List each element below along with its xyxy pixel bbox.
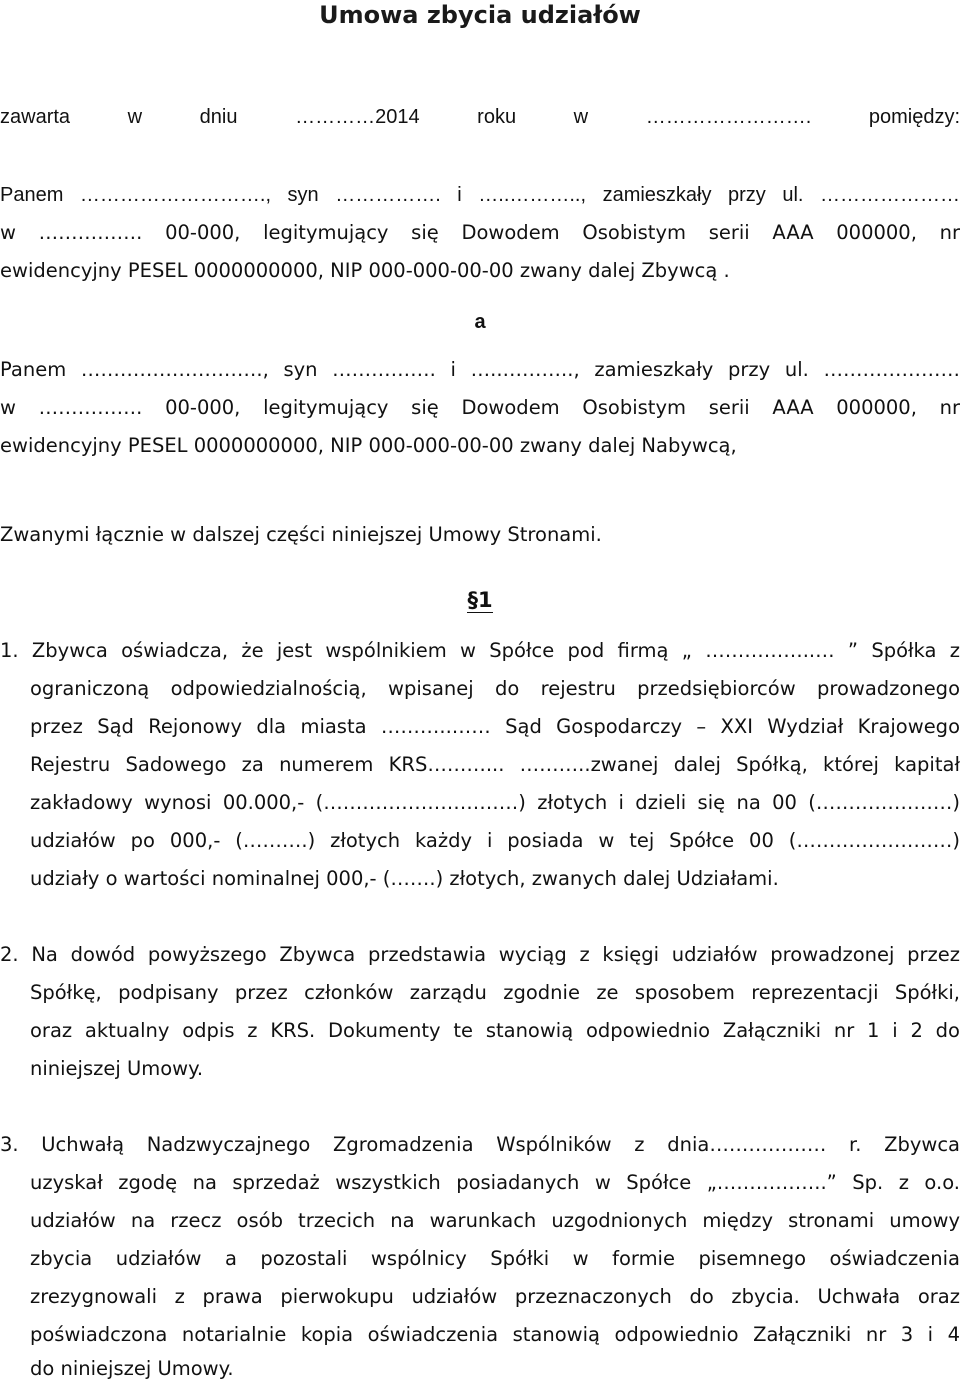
p2-line3: oraz aktualny odpis z KRS. Dokumenty te stanowią odpowiednio Załączniki nr 1 i 2 do [30, 1019, 960, 1042]
p1-line1: 1. Zbywca oświadcza, że jest wspólnikiem w Spółce pod firmą „ ……………..… ” Spółka z [0, 639, 960, 662]
party1-line2: w ……………. 00-000, legitymujący się Dowodem Osobistym serii AAA 000000, nr [0, 221, 960, 244]
p1-line6: udziałów po 000,- (……….) złotych każdy i posiada w tej Spółce 00 (……………………) [30, 829, 960, 852]
p1-line4: Rejestru Sadowego za numerem KRS………... ………..zwanej dalej Spółką, której kapitał [30, 753, 960, 776]
party1-line3: ewidencyjny PESEL 0000000000, NIP 000-000-00-00 zwany dalej Zbywcą . [0, 259, 730, 282]
document-title: Umowa zbycia udziałów [319, 1, 641, 29]
p1-line7: udziały o wartości nominalnej 000,- (…….) złotych, zwanych dalej Udziałami. [30, 867, 779, 890]
p3-line6: poświadczona notarialnie kopia oświadczenia stanowią odpowiednio Załączniki nr 3 i 4 [30, 1323, 960, 1346]
intro-line: zawarta w dniu …………2014 roku w ……………………. pomiędzy: [0, 106, 960, 128]
p3-line4: zbycia udziałów a pozostali wspólnicy Spółki w formie pisemnego oświadczenia [30, 1247, 960, 1270]
party2-line2: w ……………. 00-000, legitymujący się Dowodem Osobistym serii AAA 000000, nr [0, 396, 960, 419]
p3-line3: udziałów na rzecz osób trzecich na warunkach uzgodnionych między stronami umowy [30, 1209, 960, 1232]
conjunction-a: a [474, 311, 486, 333]
p3-line1: 3. Uchwałą Nadzwyczajnego Zgromadzenia Wspólników z dnia……………… r. Zbywca [0, 1133, 960, 1156]
p3-line7: do niniejszej Umowy. [30, 1357, 234, 1380]
p2-line4: niniejszej Umowy. [30, 1057, 204, 1080]
section-heading [0, 588, 960, 612]
section-number: 1 [477, 588, 493, 612]
p1-line5: zakładowy wynosi 00.000,- (…………………………) złotych i dzieli się na 00 (…………………) [30, 791, 960, 814]
party1-line1: Panem ………………………., syn ……………. i …..……….., zamieszkały przy ul. ………………… [0, 184, 960, 206]
party2-line3: ewidencyjny PESEL 0000000000, NIP 000-000-00-00 zwany dalej Nabywcą, [0, 434, 737, 457]
p3-line2: uzyskał zgodę na sprzedaż wszystkich posiadanych w Spółce „……………..” Sp. z o.o. [30, 1171, 960, 1194]
p2-line2: Spółkę, podpisany przez członków zarządu zgodnie ze sposobem reprezentacji Spółki, [30, 981, 960, 1004]
p3-line5: zrezygnowali z prawa pierwokupu udziałów przeznaczonych do zbycia. Uchwała oraz [30, 1285, 960, 1308]
party2-line1: Panem ………………………., syn ……………. i …..……….., zamieszkały przy ul. ………………… [0, 358, 960, 381]
section-sign: § [467, 588, 478, 612]
p1-line2: ograniczoną odpowiedzialnością, wpisanej do rejestru przedsiębiorców prowadzonego [30, 677, 960, 700]
parties-together: Zwanymi łącznie w dalszej części niniejszej Umowy Stronami. [0, 523, 602, 546]
p1-line3: przez Sąd Rejonowy dla miasta ………..…… Sąd Gospodarczy – XXI Wydział Krajowego [30, 715, 960, 738]
p2-line1: 2. Na dowód powyższego Zbywca przedstawia wyciąg z księgi udziałów prowadzonej przez [0, 943, 960, 966]
